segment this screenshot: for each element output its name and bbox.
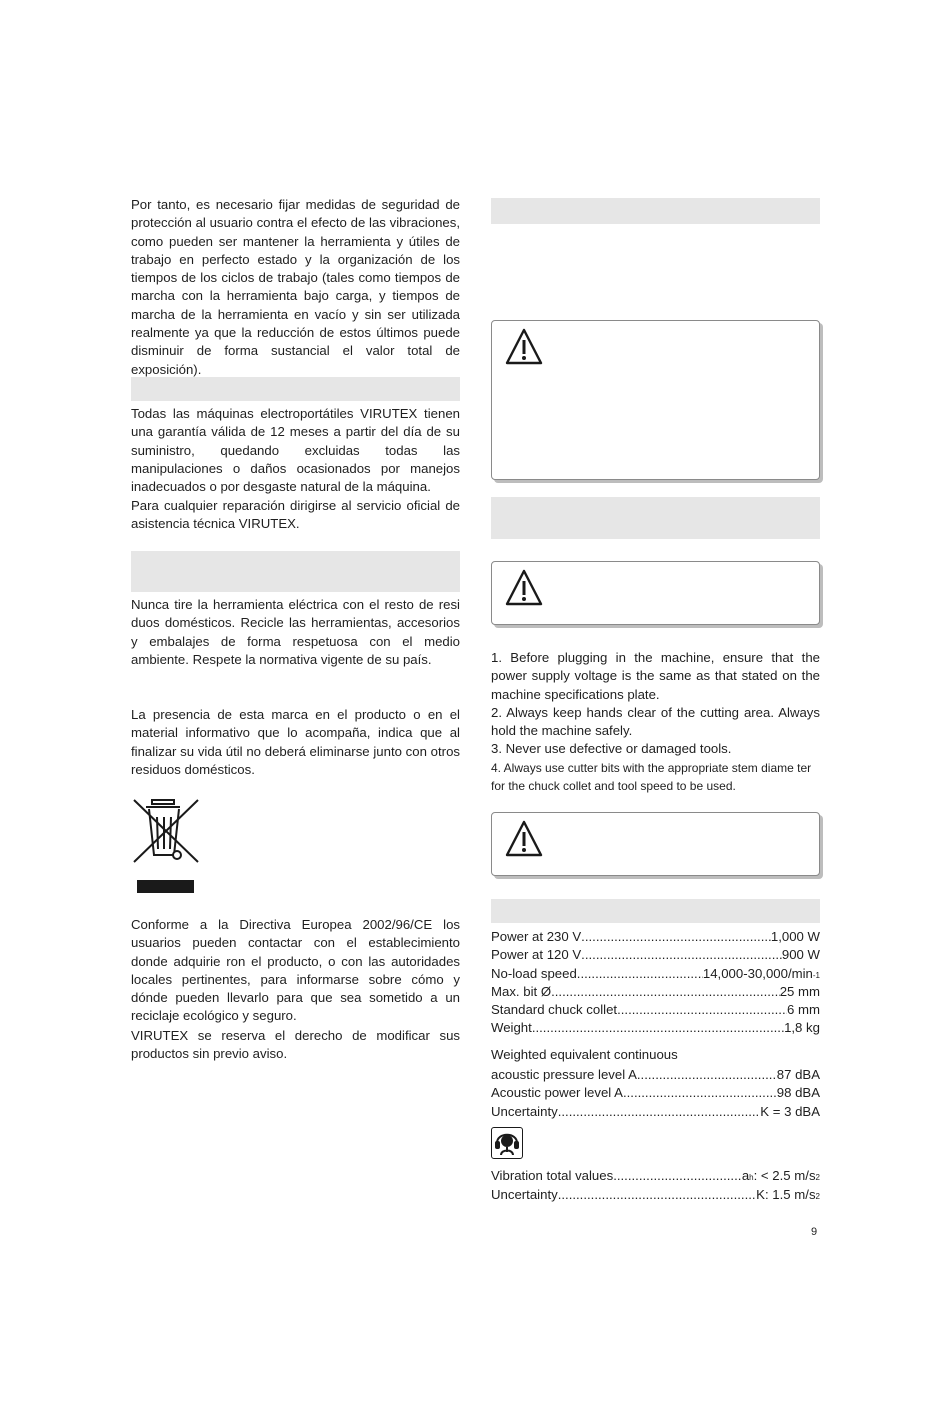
environment-paragraph-1: Nunca tire la herramienta eléctrica con el resto de resi duos domésticos. Recicle las herramientas, accesorios y embalajes de forma respetuosa con el medio ambiente. Respete la normativa vigente de su país.	[131, 597, 460, 667]
warning-box-3	[491, 812, 820, 876]
vibration-table	[491, 1167, 820, 1205]
spec-label: Power at 120 V	[491, 947, 582, 963]
warning-triangle-icon	[504, 819, 544, 864]
vibration-row	[491, 1167, 820, 1185]
crossed-out-wheelie-bin-icon	[131, 797, 201, 895]
warranty-paragraph-1: Todas las máquinas electroportátiles VIRUTEX tienen una garantía válida de 12 meses a partir del día de su suministro, quedando excluidas todas las manipulaciones o daños ocasionados por manejos inadecuados o por desgaste natural de la máquina.	[131, 406, 460, 495]
spec-row	[491, 1001, 820, 1019]
spec-label: Standard chuck collet	[491, 1002, 618, 1018]
spec-row	[491, 928, 820, 946]
noise-title: Weighted equivalent continuous	[491, 1047, 678, 1062]
noise-label: acoustic pressure level A	[491, 1067, 637, 1082]
vibration-value: K: 1.5 m/s	[756, 1187, 816, 1203]
section-header-bar-title	[491, 198, 820, 224]
noise-value: K = 3 dBA	[760, 1103, 820, 1119]
safety-item-3: 3. Never use defective or damaged tools.	[491, 741, 732, 757]
warning-box-2	[491, 561, 820, 625]
spec-label: Power at 230 V	[491, 929, 582, 944]
spec-value: 14,000-30,000/min	[702, 965, 813, 981]
spec-label: Max. bit Ø	[491, 983, 552, 999]
noise-label: Uncertainty	[491, 1103, 558, 1119]
warning-box-1	[491, 320, 820, 480]
warning-triangle-icon	[504, 327, 544, 372]
warranty-paragraph-2: Para cualquier reparación dirigirse al servicio oficial de asistencia técnica VIRUTEX.	[131, 498, 460, 532]
section-header-bar-safety	[491, 497, 820, 539]
noise-value: 98 dBA	[776, 1085, 820, 1101]
spec-row	[491, 946, 820, 964]
safety-list	[491, 649, 820, 795]
vibration-row	[491, 1186, 820, 1204]
noise-value: 87 dBA	[776, 1067, 820, 1082]
directive-paragraph: Conforme a la Directiva Europea 2002/96/CE los usuarios pueden contactar con el establecimiento donde adquirie ron el producto, o con las autoridades locales pertinentes, para informarse sobre cómo y dónde pueden llevarlo para que sea sometido a un reciclaje ecológico y seguro.	[131, 917, 460, 1024]
noise-row	[491, 1066, 820, 1084]
noise-row	[491, 1103, 820, 1121]
section-header-bar-warranty	[131, 377, 460, 401]
spec-label: Weight	[491, 1020, 532, 1036]
vibration-paragraph: Por tanto, es necesario fijar medidas de seguridad de protección al usuario contra el efecto de las vibraciones, como pueden ser mantener la herramienta y útiles de trabajo en perfecto estado y la organización de los tiempos de los ciclos de trabajo (tales como tiempos de marcha con la herramienta bajo carga, y tiempos de marcha de la herramienta en vacío y sin ser utilizada realmente ya que la reducción de estos últimos puede disminuir de forma sustancial el valor total de exposición).	[131, 197, 460, 377]
specs-table	[491, 928, 820, 1038]
noise-table	[491, 1046, 820, 1121]
vibration-symbol: a	[741, 1168, 750, 1183]
safety-item-1: 1. Before plugging in the machine, ensure that the power supply voltage is the same as that stated on the machine specifications plate.	[491, 650, 820, 702]
rights-paragraph: VIRUTEX se reserva el derecho de modificar sus productos sin previo aviso.	[131, 1028, 460, 1062]
spec-row	[491, 965, 820, 983]
spec-value: 1,000 W	[770, 929, 820, 944]
spec-label: No-load speed	[491, 965, 577, 981]
spec-value: 25 mm	[779, 983, 820, 999]
vibration-value: : < 2.5 m/s	[753, 1168, 816, 1183]
warning-triangle-icon	[504, 568, 544, 613]
safety-item-4: 4. Always use cutter bits with the appropriate stem diame ter for the chuck collet and tool speed to be used.	[491, 760, 812, 793]
spec-row	[491, 983, 820, 1001]
noise-row	[491, 1084, 820, 1102]
spec-row	[491, 1019, 820, 1037]
section-header-bar-environment	[131, 551, 460, 592]
section-header-bar-specs	[491, 899, 820, 923]
safety-item-2: 2. Always keep hands clear of the cutting area. Always hold the machine safely.	[491, 704, 820, 739]
vibration-label: Uncertainty	[491, 1187, 558, 1203]
vibration-sup: 2	[815, 1173, 820, 1182]
spec-value: 6 mm	[787, 1002, 820, 1018]
ear-protection-icon	[491, 1127, 523, 1159]
vibration-sup: 2	[815, 1192, 820, 1202]
spec-value: 900 W	[781, 947, 820, 963]
vibration-subscript: h	[749, 1173, 754, 1182]
noise-label: Acoustic power level A	[491, 1085, 623, 1101]
page-number: 9	[811, 1226, 818, 1238]
vibration-label: Vibration total values	[491, 1168, 614, 1183]
environment-paragraph-2: La presencia de esta marca en el producto o en el material informativo que lo acompaña, indica que al finalizar su vida útil no deberá eliminarse junto con otros residuos domésticos.	[131, 707, 460, 777]
spec-value: 1,8 kg	[784, 1020, 820, 1036]
spec-sup: -1	[812, 970, 820, 980]
